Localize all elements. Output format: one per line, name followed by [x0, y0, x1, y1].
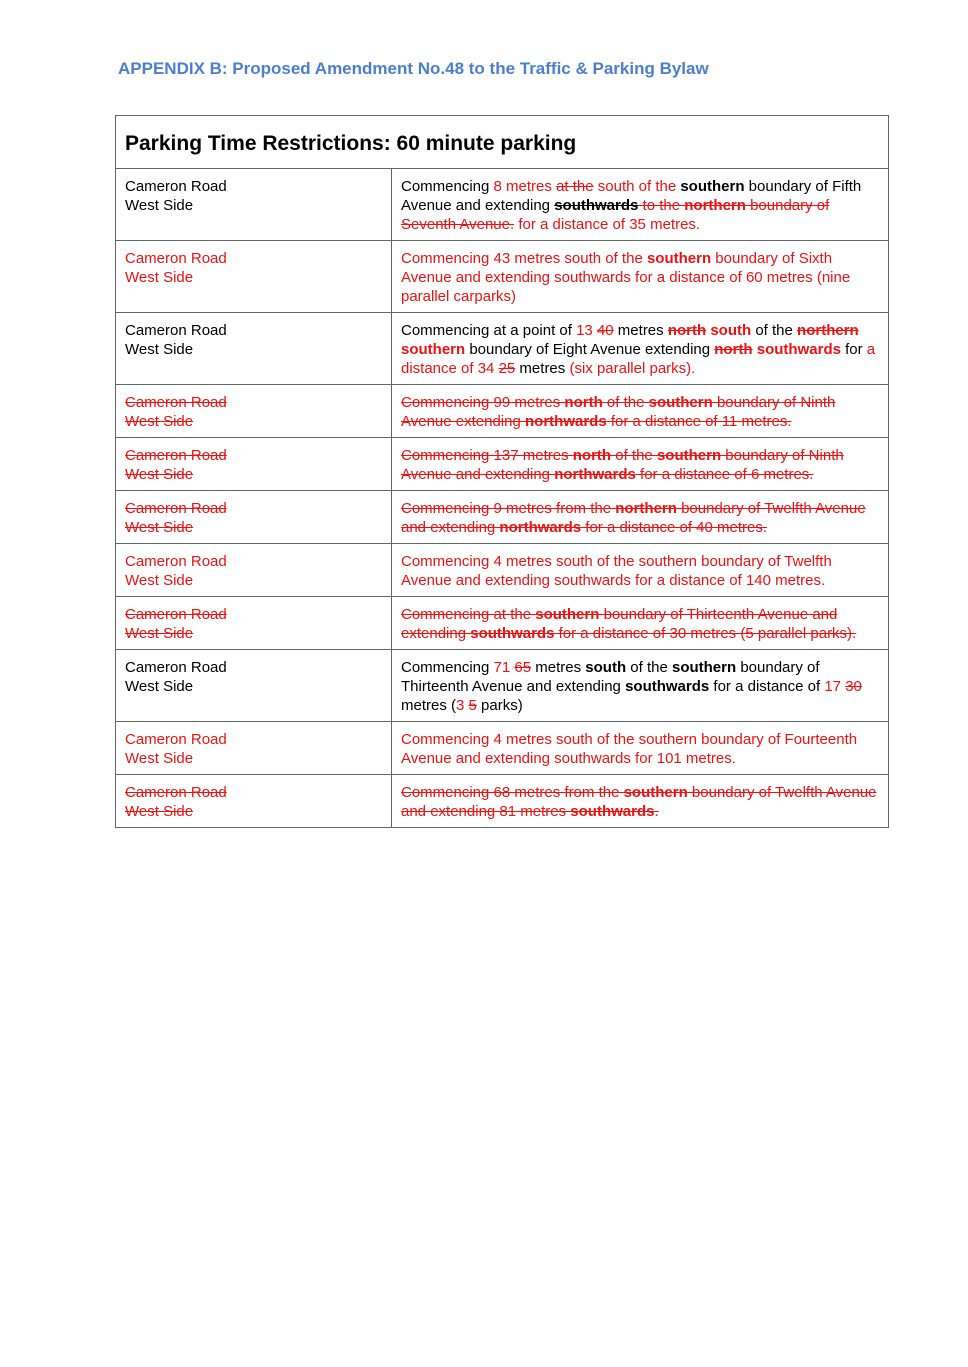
restriction-description-cell	[392, 597, 889, 650]
description-text: boundary of Thirteenth Avenue and extending	[401, 659, 820, 695]
table-row	[116, 722, 889, 775]
deleted-text: 65	[514, 659, 532, 676]
deleted-text: 5	[468, 697, 477, 714]
deleted-text: northern	[615, 500, 677, 517]
description-text: southern	[680, 178, 745, 195]
inserted-text: southwards	[756, 341, 841, 358]
description-text: southern	[671, 659, 737, 676]
deleted-text: boundary of Twelfth Avenue and extending	[401, 500, 866, 536]
description-text: Commencing at a point of	[401, 322, 577, 339]
inserted-text: 71	[493, 659, 511, 676]
road-cell	[116, 597, 392, 650]
road-name: Cameron Road West Side	[125, 500, 227, 536]
road-cell	[116, 650, 392, 722]
deleted-text: northern	[797, 322, 859, 339]
deleted-text: for a distance of 11 metres.	[606, 413, 792, 430]
restriction-description-cell	[392, 722, 889, 775]
deleted-text: southwards	[554, 197, 639, 214]
description-text: metres (	[401, 697, 457, 714]
deleted-text: north	[667, 322, 707, 339]
inserted-text: Commencing 4 metres south of the southern boundary of Twelfth Avenue and extending southwards for a distance of 140 metres.	[401, 553, 832, 589]
inserted-text: Commencing 4 metres south of the southern boundary of Fourteenth Avenue and extending southwards for 101 metres.	[401, 731, 858, 767]
description-text: parks)	[476, 697, 523, 714]
road-cell	[116, 313, 392, 385]
deleted-text: of the	[602, 394, 649, 411]
deleted-text: Commencing 137 metres	[401, 447, 573, 464]
table-row	[116, 650, 889, 722]
road-cell	[116, 775, 392, 828]
inserted-text: a distance of 34	[401, 341, 876, 377]
parking-restrictions-table	[115, 115, 889, 828]
deleted-text: southwards	[570, 803, 655, 820]
deleted-text: boundary of Seventh Avenue.	[401, 197, 830, 233]
deleted-text: 30	[845, 678, 862, 695]
deleted-text: north	[714, 341, 753, 358]
deleted-text: Commencing 68 metres from the	[401, 784, 624, 801]
deleted-text: .	[654, 803, 659, 820]
road-cell	[116, 722, 392, 775]
restriction-description-cell	[392, 650, 889, 722]
deleted-text: boundary of Ninth Avenue and extending	[401, 447, 844, 483]
road-name: Cameron Road West Side	[125, 731, 227, 767]
inserted-text: (six parallel parks).	[569, 360, 696, 377]
table-row	[116, 169, 889, 241]
description-text: of the	[751, 322, 798, 339]
description-text: south	[585, 659, 627, 676]
deleted-text: boundary of Thirteenth Avenue and extending	[401, 606, 838, 642]
road-name: Cameron Road West Side	[125, 784, 227, 820]
inserted-text: Commencing 43 metres south of the	[401, 250, 647, 267]
restriction-description-cell	[392, 775, 889, 828]
table-row	[116, 597, 889, 650]
deleted-text: for a distance of 30 metres (5 parallel parks).	[554, 625, 857, 642]
inserted-text: boundary of Sixth Avenue and extending southwards for a distance of 60 metres (nine parallel carparks)	[401, 250, 851, 305]
road-name: Cameron Road West Side	[125, 178, 227, 214]
inserted-text: 8 metres	[493, 178, 557, 195]
deleted-text: at the	[556, 178, 594, 195]
road-cell	[116, 169, 392, 241]
description-text: of the	[626, 659, 672, 676]
road-cell	[116, 385, 392, 438]
road-name: Cameron Road West Side	[125, 606, 227, 642]
deleted-text: to the	[638, 197, 685, 214]
restriction-description-cell	[392, 491, 889, 544]
road-name: Cameron Road West Side	[125, 322, 227, 358]
deleted-text: boundary of Twelfth Avenue and extending 81 metres	[401, 784, 877, 820]
description-text: metres	[531, 659, 586, 676]
table-row	[116, 241, 889, 313]
deleted-text: north	[572, 447, 612, 464]
inserted-text: south	[710, 322, 752, 339]
road-cell	[116, 438, 392, 491]
table-title-row	[116, 116, 889, 169]
deleted-text: 25	[498, 360, 516, 377]
deleted-text: northwards	[554, 466, 636, 483]
road-cell	[116, 544, 392, 597]
table-row	[116, 313, 889, 385]
deleted-text: northwards	[525, 413, 607, 430]
deleted-text: boundary of Ninth Avenue extending	[401, 394, 836, 430]
restriction-description-cell	[392, 438, 889, 491]
inserted-text: 3	[456, 697, 465, 714]
deleted-text: northern	[684, 197, 746, 214]
table-body	[116, 169, 889, 828]
deleted-text: for a distance of 40 metres.	[581, 519, 768, 536]
road-name: Cameron Road West Side	[125, 394, 227, 430]
table-row	[116, 385, 889, 438]
restriction-description-cell	[392, 313, 889, 385]
deleted-text: southern	[656, 447, 722, 464]
description-text: southwards	[625, 678, 710, 695]
deleted-text: Commencing at the	[401, 606, 536, 623]
road-name: Cameron Road West Side	[125, 659, 227, 695]
restriction-description-cell	[392, 385, 889, 438]
deleted-text: north	[564, 394, 603, 411]
deleted-text: of the	[611, 447, 657, 464]
road-cell	[116, 241, 392, 313]
table-row	[116, 775, 889, 828]
table-row	[116, 438, 889, 491]
description-text: metres	[515, 360, 570, 377]
deleted-text: 40	[596, 322, 614, 339]
inserted-text: for a distance of 35 metres.	[514, 216, 701, 233]
table-title: Parking Time Restrictions: 60 minute parking	[116, 116, 889, 169]
road-name: Cameron Road West Side	[125, 553, 227, 589]
deleted-text: Commencing 99 metres	[401, 394, 565, 411]
description-text: Commencing	[401, 659, 494, 676]
description-text: for a distance of	[709, 678, 825, 695]
inserted-text: southern	[646, 250, 712, 267]
deleted-text: southern	[535, 606, 600, 623]
inserted-text: 17	[824, 678, 842, 695]
deleted-text: southern	[623, 784, 688, 801]
restriction-description-cell	[392, 241, 889, 313]
description-text: boundary of Eight Avenue extending	[465, 341, 715, 358]
description-text: for	[840, 341, 867, 358]
restriction-description-cell	[392, 544, 889, 597]
table-row	[116, 491, 889, 544]
appendix-heading: APPENDIX B: Proposed Amendment No.48 to the Traffic & Parking Bylaw	[118, 59, 709, 78]
road-cell	[116, 491, 392, 544]
deleted-text: for a distance of 6 metres.	[635, 466, 814, 483]
road-name: Cameron Road West Side	[125, 447, 227, 483]
description-text: metres	[613, 322, 668, 339]
description-text: boundary of Fifth Avenue and extending	[401, 178, 862, 214]
deleted-text: southern	[648, 394, 713, 411]
inserted-text: south of the	[593, 178, 681, 195]
description-text: Commencing	[401, 178, 494, 195]
table-row	[116, 544, 889, 597]
deleted-text: southwards	[470, 625, 555, 642]
deleted-text: northwards	[499, 519, 582, 536]
inserted-text: 13	[576, 322, 593, 339]
road-name: Cameron Road West Side	[125, 250, 227, 286]
inserted-text: southern	[401, 341, 466, 358]
deleted-text: Commencing 9 metres from the	[401, 500, 616, 517]
restriction-description-cell	[392, 169, 889, 241]
